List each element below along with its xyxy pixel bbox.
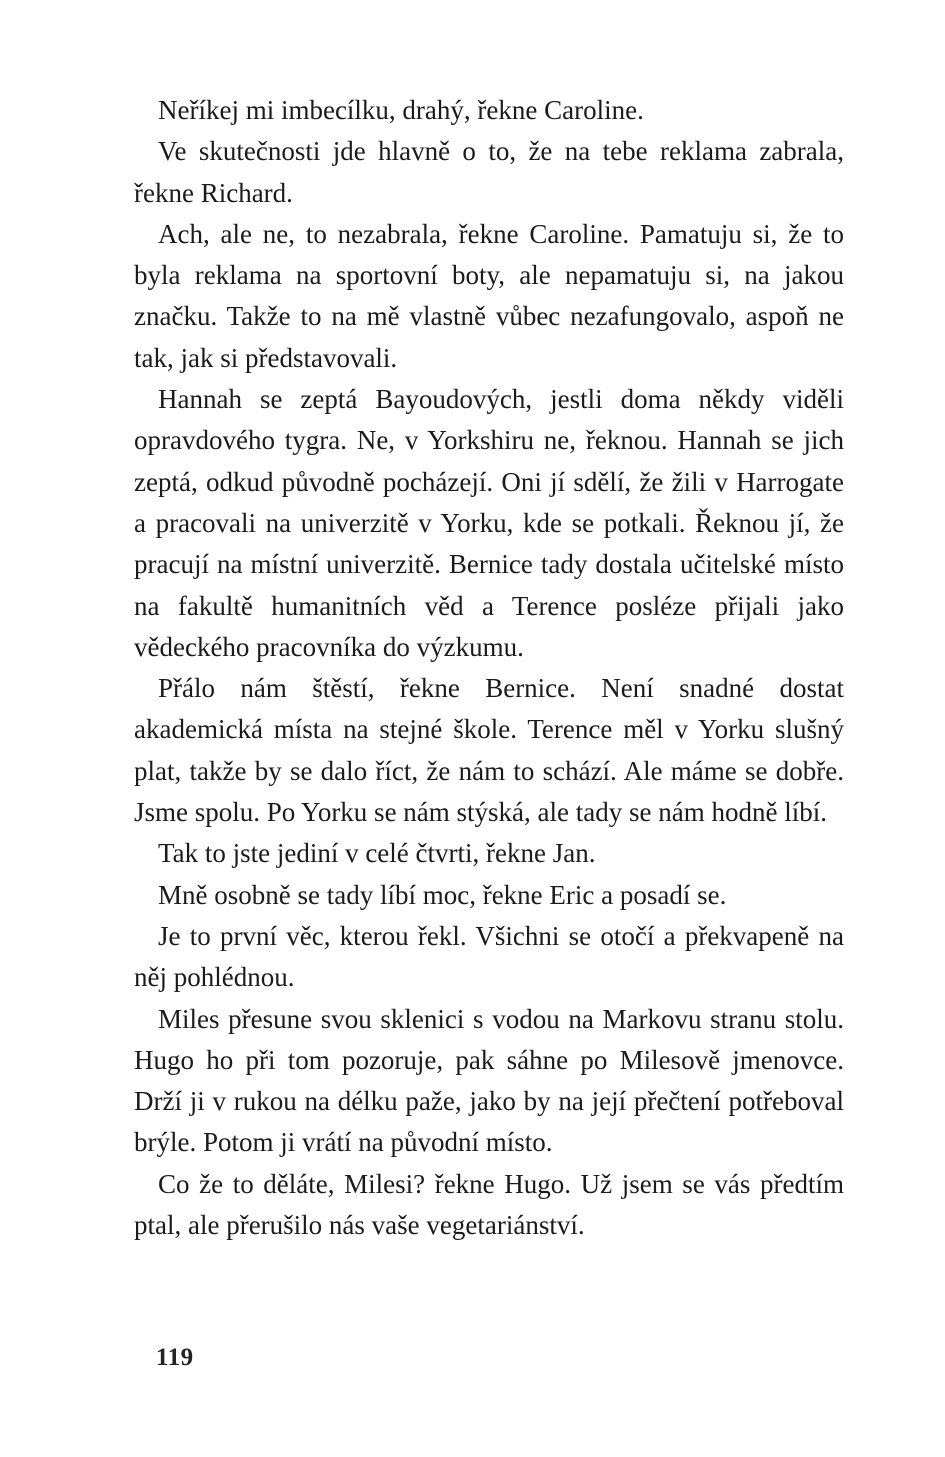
paragraph: Mně osobně se tady líbí moc, řekne Eric a posadí se. — [158, 879, 727, 910]
paragraph: Tak to jste jediní v celé čtvrti, řekne Jan. — [158, 838, 596, 869]
paragraph: Co že to děláte, Milesi? řekne Hugo. Už jsem se vás předtím ptal, ale přerušilo nás vaše vegetariánství. — [134, 1168, 844, 1241]
page-number: 119 — [156, 1344, 194, 1371]
paragraph: Přálo nám štěstí, řekne Bernice. Není snadné dostat akademická místa na stejné škole. Terence měl v Yorku slušný plat, takže by se dalo říct, že nám to schází. Ale máme se dobře. Jsme spolu. Po Yorku se nám stýská, ale tady se nám hodně líbí. — [134, 673, 844, 828]
paragraph: Ach, ale ne, to nezabrala, řekne Caroline. Pamatuju si, že to byla reklama na sportovní boty, ale nepamatuju si, na jakou značku. Takže to na mě vlastně vůbec nezafungovalo, aspoň ne tak, jak si představovali. — [134, 218, 844, 373]
paragraph: Ve skutečnosti jde hlavně o to, že na tebe reklama zabrala, řekne Richard. — [134, 136, 844, 208]
paragraph: Je to první věc, kterou řekl. Všichni se otočí a překvapeně na něj pohlédnou. — [134, 920, 844, 993]
paragraph: Miles přesune svou sklenici s vodou na Markovu stranu stolu. Hugo ho při tom pozoruje, pak sáhne po Milesově jmenovce. Drží ji v rukou na délku paže, jako by na její přečtení potřeboval brýle. Potom ji vrátí na původní místo. — [134, 1003, 844, 1158]
paragraph: Neříkej mi imbecílku, drahý, řekne Caroline. — [158, 95, 644, 125]
page-text — [134, 90, 844, 1246]
paragraph: Hannah se zeptá Bayoudových, jestli doma někdy viděli opravdového tygra. Ne, v Yorkshiru ne, řeknou. Hannah se jich zeptá, odkud původně pocházejí. Oni jí sdělí, že žili v Harrogate a pracovali na univerzitě v Yorku, kde se potkali. Řeknou jí, že pracují na místní univerzitě. Bernice tady dostala učitelské místo na fakultě humanitních věd a Terence posléze přijali jako vědeckého pracovníka do výzkumu. — [134, 384, 844, 662]
